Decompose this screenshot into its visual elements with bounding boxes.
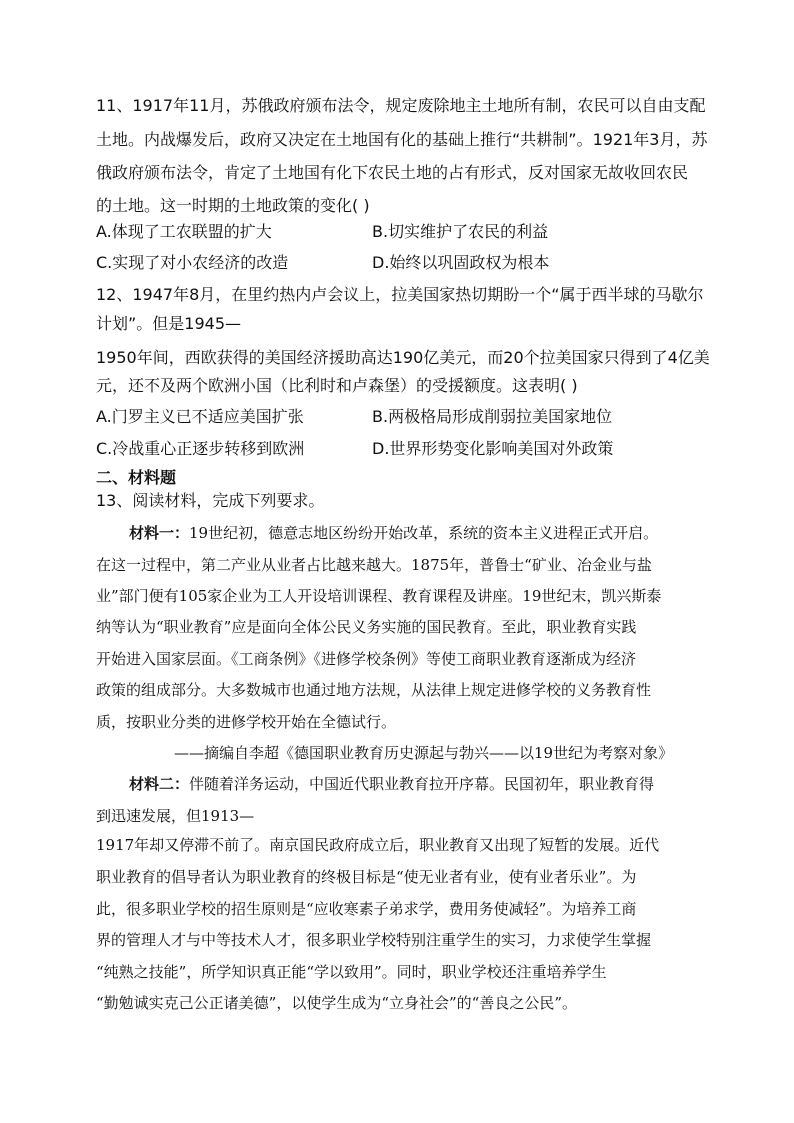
q12-line-2: 计划”。但是1945—	[96, 314, 242, 333]
material1-line-2: 业”部门便有105家企业为工人开设培训课程、教育课程及讲座。19世纪末，凯兴斯泰	[96, 587, 662, 605]
material1-first-line	[129, 522, 658, 544]
q12-option-a: A.门罗主义已不适应美国扩张	[96, 407, 304, 426]
q11-option-c: C.实现了对小农经济的改造	[96, 253, 289, 272]
material2-first-text: 伴随着洋务运动，中国近代职业教育拉开序幕。民国初年，职业教育得	[189, 775, 655, 793]
q11-option-a: A.体现了工农联盟的扩大	[96, 222, 272, 241]
material2-line-7: “勤勉诚实克己公正诸美德”，以使学生成为“立身社会”的“善良之公民”。	[96, 994, 578, 1012]
material2-line-1: 到迅速发展，但1913—	[96, 807, 255, 825]
material2-line-5: 界的管理人才与中等技术人才，很多职业学校特别注重学生的实习，力求使学生掌握	[96, 931, 652, 949]
material2-first-line	[129, 773, 654, 795]
q11-line-4: 的土地。这一时期的土地政策的变化( )	[96, 196, 370, 215]
q13-intro: 13、阅读材料，完成下列要求。	[96, 491, 325, 510]
section-heading: 二、材料题	[96, 468, 177, 487]
q12-line-1: 12、1947年8月，在里约热内卢会议上，拉美国家热切期盼一个“属于西半球的马歇尔	[96, 285, 704, 304]
material2-line-4: 此，很多职业学校的招生原则是“应收寒素子弟求学，费用务使减轻”。为培养工商	[96, 900, 637, 918]
q11-option-d: D.始终以巩固政权为根本	[372, 253, 550, 272]
material1-line-1: 在这一过程中，第二产业从业者占比越来越大。1875年，普鲁士“矿业、冶金业与盐	[96, 556, 652, 574]
material2-line-3: 职业教育的倡导者认为职业教育的终极目标是“使无业者有业，使有业者乐业”。为	[96, 868, 637, 886]
material2-line-2: 1917年却又停滞不前了。南京国民政府成立后，职业教育又出现了短暂的发展。近代	[96, 836, 660, 854]
material1-line-5: 政策的组成部分。大多数城市也通过地方法规，从法律上规定进修学校的义务教育性	[96, 681, 652, 699]
q12-line-3: 1950年间，西欧获得的美国经济援助高达190亿美元，而20个拉美国家只得到了4亿美	[96, 348, 710, 367]
q12-option-b: B.两极格局形成削弱拉美国家地位	[372, 407, 613, 426]
q11-line-1: 11、1917年11月，苏俄政府颁布法令，规定废除地主土地所有制，农民可以自由支配	[96, 96, 706, 115]
q12-line-4: 元，还不及两个欧洲小国（比利时和卢森堡）的受援额度。这表明( )	[96, 376, 578, 395]
q12-option-c: C.冷战重心正逐步转移到欧洲	[96, 439, 305, 458]
q12-option-d: D.世界形势变化影响美国对外政策	[372, 439, 614, 458]
q11-option-b: B.切实维护了农民的利益	[372, 222, 549, 241]
material1-first-text: 19世纪初，德意志地区纷纷开始改革，系统的资本主义进程正式开启。	[189, 524, 659, 542]
material1-line-6: 质，按职业分类的进修学校开始在全德试行。	[96, 713, 397, 731]
material1-line-3: 纳等认为“职业教育”应是面向全体公民义务实施的国民教育。至此，职业教育实践	[96, 618, 637, 636]
q11-line-2: 土地。内战爆发后，政府又决定在土地国有化的基础上推行“共耕制”。1921年3月，苏	[96, 130, 708, 149]
material1-source: ——摘编自李超《德国职业教育历史源起与勃兴——以19世纪为考察对象》	[174, 744, 674, 762]
material1-line-4: 开始进入国家层面。《工商条例》《进修学校条例》等使工商职业教育逐渐成为经济	[96, 650, 637, 668]
material1-label: 材料一：	[129, 524, 190, 542]
material2-label: 材料二：	[129, 775, 190, 793]
q11-line-3: 俄政府颁布法令，肯定了土地国有化下农民土地的占有形式，反对国家无故收回农民	[96, 163, 689, 182]
material2-line-6: “纯熟之技能”，所学知识真正能“学以致用”。同时，职业学校还注重培养学生	[96, 963, 607, 981]
